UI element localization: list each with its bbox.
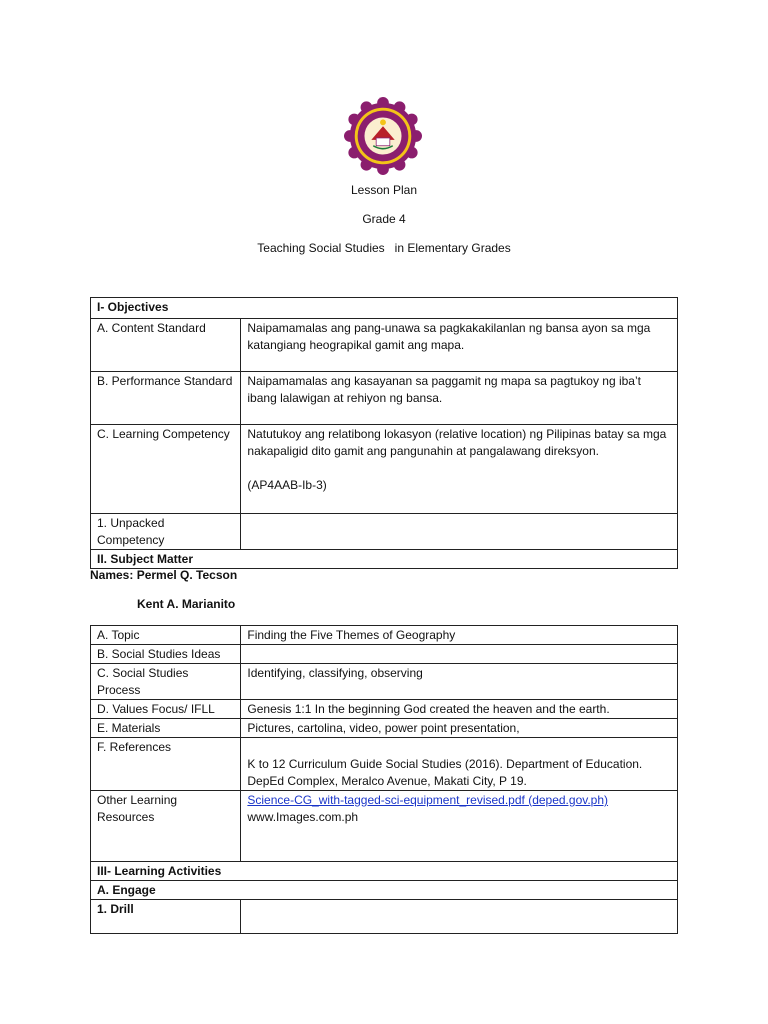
objectives-table [90,297,678,569]
table-row [91,425,678,514]
objectives-heading: I- Objectives [91,298,678,319]
values-value: Genesis 1:1 In the beginning God created the heaven and the earth. [241,700,678,719]
table-row [91,626,678,645]
references-cell [241,738,678,791]
performance-standard-value: Naipamamalas ang kasayanan sa paggamit ng mapa sa pagtukoy ng iba’t ibang lalawigan at rehiyon ng bansa. [241,372,678,425]
author-names: Names: Permel Q. Tecson [90,568,238,582]
author-second-name: Kent A. Marianito [137,597,236,611]
table-row [91,791,678,862]
course-title: Teaching Social Studies in Elementary Grades [257,241,511,255]
learning-activities-heading: III- Learning Activities [91,862,678,881]
process-label: C. Social Studies Process [91,664,241,700]
deped-science-cg-link[interactable]: Science-CG_with-tagged-sci-equipment_revised.pdf (deped.gov.ph) [247,793,609,807]
subject-matter-table [90,625,678,934]
other-resources-label: Other Learning Resources [91,791,241,862]
document-title: Lesson Plan [350,183,418,197]
table-row [91,700,678,719]
grade-level: Grade 4 [362,212,406,226]
table-row [91,881,678,900]
values-label: D. Values Focus/ IFLL [91,700,241,719]
engage-heading: A. Engage [91,881,678,900]
drill-label: 1. Drill [91,900,241,934]
materials-label: E. Materials [91,719,241,738]
performance-standard-label: B. Performance Standard [91,372,241,425]
table-row [91,719,678,738]
ideas-label: B. Social Studies Ideas [91,645,241,664]
table-row [91,664,678,700]
table-row [91,862,678,881]
references-value: K to 12 Curriculum Guide Social Studies (2016). Department of Education. DepEd Complex, Meralco Avenue, Makati City, P 19. [247,757,643,788]
table-row [91,298,678,319]
content-standard-value: Naipamamalas ang pang-unawa sa pagkakakilanlan ng bansa ayon sa mga katangiang heograpikal gamit ang mapa. [241,319,678,372]
table-row [91,514,678,550]
table-row [91,319,678,372]
table-row [91,372,678,425]
learning-competency-cell [241,425,678,514]
unpacked-competency-value [241,514,678,550]
content-standard-label: A. Content Standard [91,319,241,372]
materials-value: Pictures, cartolina, video, power point presentation, [241,719,678,738]
table-row [91,645,678,664]
other-resources-cell [241,791,678,862]
subject-matter-heading: II. Subject Matter [91,550,678,569]
table-row [91,550,678,569]
table-row [91,900,678,934]
learning-competency-code: (AP4AAB-Ib-3) [247,478,327,492]
drill-value [241,900,678,934]
table-row [91,738,678,791]
learning-competency-value: Natutukoy ang relatibong lokasyon (relative location) ng Pilipinas batay sa mga nakapaligid dito gamit ang pangunahin at pangalawang direksyon. [247,427,667,458]
images-site-text: www.Images.com.ph [247,810,359,824]
ideas-value [241,645,678,664]
topic-value: Finding the Five Themes of Geography [241,626,678,645]
school-seal-logo [344,97,422,175]
process-value: Identifying, classifying, observing [241,664,678,700]
topic-label: A. Topic [91,626,241,645]
learning-competency-label: C. Learning Competency [91,425,241,514]
unpacked-competency-label: 1. Unpacked Competency [91,514,241,550]
references-label: F. References [91,738,241,791]
